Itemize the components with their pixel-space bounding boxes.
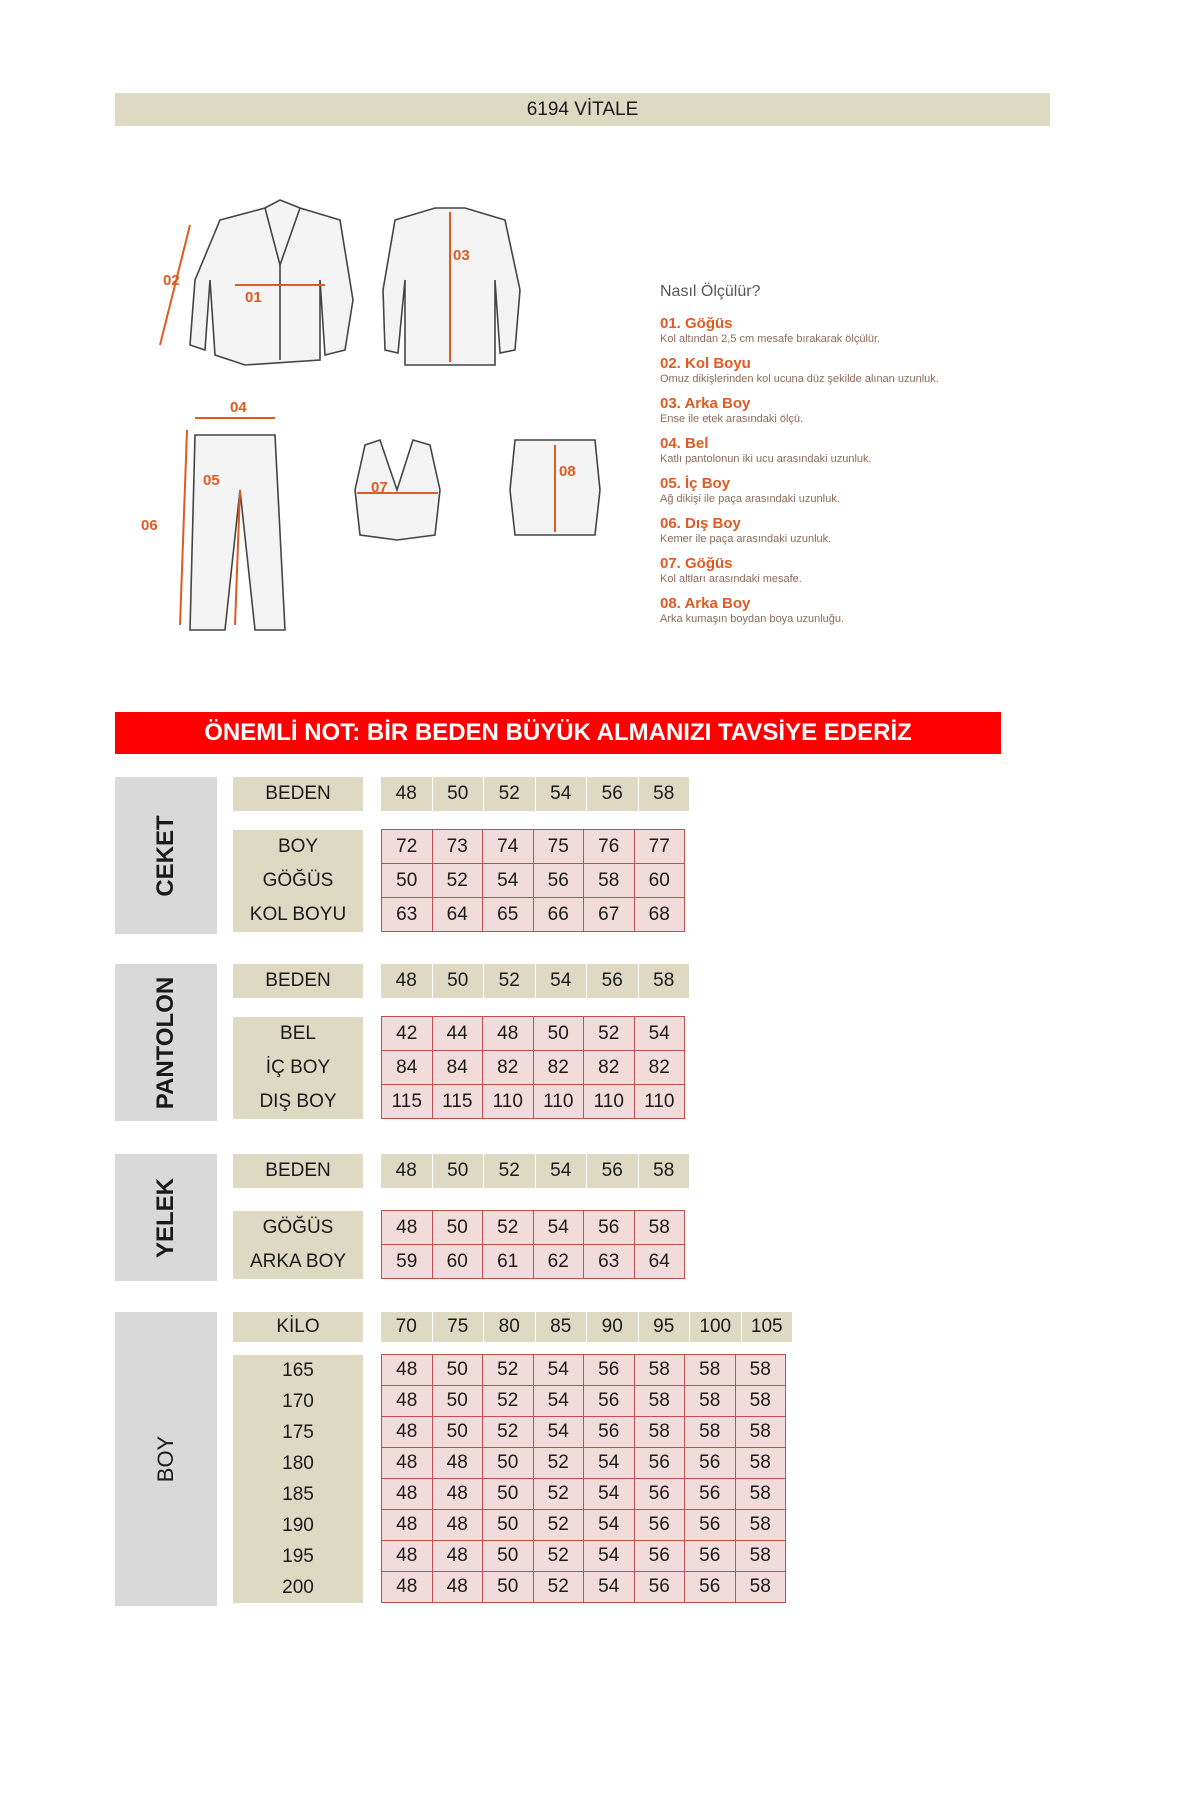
table-cell: 58 [684, 1416, 736, 1448]
table-cell: 48 [432, 1540, 484, 1572]
header-cell: 90 [587, 1312, 639, 1342]
row-label: BEDEN [233, 1154, 363, 1188]
table-row [233, 1510, 786, 1541]
measure-item-desc: Omuz dikişlerinden kol ucuna düz şekilde alınan uzunluk. [660, 373, 939, 385]
table-cell: 77 [634, 829, 686, 864]
table-cell: 56 [583, 1416, 635, 1448]
row-cells [381, 1541, 786, 1572]
table-cell: 52 [533, 1509, 585, 1541]
row-label: DIŞ BOY [233, 1085, 363, 1119]
header-cell: 54 [536, 777, 588, 811]
section-label-text: BOY [153, 1435, 178, 1483]
row-cells [381, 1154, 690, 1188]
row-cells [381, 1510, 786, 1541]
page-title: 6194 VİTALE [115, 93, 1050, 126]
table-cell: 52 [482, 1385, 534, 1417]
row-label: 175 [233, 1417, 363, 1448]
table-row [233, 1211, 685, 1245]
table-cell: 82 [583, 1050, 635, 1085]
row-cells [381, 1448, 786, 1479]
header-cell: 50 [433, 777, 485, 811]
section-label [115, 777, 217, 934]
row-cells [381, 1572, 786, 1603]
header-cell: 48 [381, 964, 433, 998]
header-cell: 75 [433, 1312, 485, 1342]
table-cell: 54 [533, 1354, 585, 1386]
measure-item-title: 03. Arka Boy [660, 395, 751, 412]
table-cell: 52 [482, 1416, 534, 1448]
table-cell: 52 [583, 1016, 635, 1051]
table-cell: 54 [583, 1478, 635, 1510]
table-row [233, 1479, 786, 1510]
table-cell: 54 [583, 1509, 635, 1541]
row-label: BEDEN [233, 777, 363, 811]
table-cell: 58 [684, 1354, 736, 1386]
table-cell: 54 [533, 1385, 585, 1417]
table-cell: 48 [482, 1016, 534, 1051]
label-01: 01 [245, 289, 262, 306]
section-label [115, 1154, 217, 1281]
table-cell: 56 [634, 1540, 686, 1572]
table-cell: 68 [634, 897, 686, 932]
table-cell: 54 [583, 1571, 635, 1603]
table-cell: 74 [482, 829, 534, 864]
table-row [233, 898, 685, 932]
measure-item-title: 06. Dış Boy [660, 515, 741, 532]
row-cells [381, 1386, 786, 1417]
row-cells [381, 1051, 685, 1085]
table-cell: 48 [381, 1478, 433, 1510]
table-cell: 56 [634, 1571, 686, 1603]
measure-item-desc: Ağ dikişi ile paça arasındaki uzunluk. [660, 493, 840, 505]
header-cell: 70 [381, 1312, 433, 1342]
table-cell: 56 [684, 1509, 736, 1541]
table-cell: 58 [634, 1210, 686, 1245]
table-cell: 54 [634, 1016, 686, 1051]
row-label: BEL [233, 1017, 363, 1051]
measure-item [660, 355, 1120, 386]
measure-item-title: 01. Göğüs [660, 315, 733, 332]
table-cell: 56 [634, 1509, 686, 1541]
table-row [233, 1541, 786, 1572]
label-02: 02 [163, 272, 180, 289]
how-to-measure-heading: Nasıl Ölçülür? [660, 283, 761, 300]
table-cell: 56 [684, 1540, 736, 1572]
table-cell: 82 [634, 1050, 686, 1085]
table-cell: 62 [533, 1244, 585, 1279]
table-cell: 63 [381, 897, 433, 932]
label-08: 08 [559, 463, 576, 480]
row-cells [381, 1355, 786, 1386]
table-cell: 110 [533, 1084, 585, 1119]
measure-item-title: 08. Arka Boy [660, 595, 751, 612]
header-cell: 50 [433, 964, 485, 998]
row-cells [381, 830, 685, 864]
measure-item [660, 395, 1120, 426]
measure-item-desc: Katlı pantolonun iki ucu arasındaki uzunluk. [660, 453, 872, 465]
row-cells [381, 1479, 786, 1510]
table-cell: 56 [583, 1210, 635, 1245]
table-cell: 58 [735, 1478, 787, 1510]
row-label: 200 [233, 1572, 363, 1603]
table-cell: 50 [482, 1571, 534, 1603]
table-cell: 115 [381, 1084, 433, 1119]
table-cell: 54 [482, 863, 534, 898]
table-cell: 54 [533, 1210, 585, 1245]
header-cell: 52 [484, 1154, 536, 1188]
table-cell: 56 [533, 863, 585, 898]
table-cell: 48 [381, 1385, 433, 1417]
table-row [233, 1085, 685, 1119]
table-cell: 110 [482, 1084, 534, 1119]
row-cells [381, 1417, 786, 1448]
table-cell: 64 [432, 897, 484, 932]
vest-front-drawing [355, 440, 440, 540]
table-cell: 82 [533, 1050, 585, 1085]
vest-back-drawing [510, 440, 600, 535]
header-cell: 85 [536, 1312, 588, 1342]
table-cell: 48 [432, 1447, 484, 1479]
table-cell: 50 [381, 863, 433, 898]
table-cell: 48 [432, 1509, 484, 1541]
table-cell: 50 [482, 1540, 534, 1572]
table-cell: 52 [533, 1540, 585, 1572]
table-cell: 115 [432, 1084, 484, 1119]
section-label-text: PANTOLON [152, 976, 179, 1109]
header-cell: 48 [381, 1154, 433, 1188]
measure-item-desc: Arka kumaşın boydan boya uzunluğu. [660, 613, 845, 625]
measure-item [660, 515, 1120, 546]
table-cell: 50 [432, 1416, 484, 1448]
table-cell: 56 [634, 1478, 686, 1510]
measure-item [660, 595, 1120, 626]
table-cell: 72 [381, 829, 433, 864]
row-cells [381, 898, 685, 932]
header-cell: 54 [536, 964, 588, 998]
measure-item-desc: Kol altından 2,5 cm mesafe bırakarak ölçülür. [660, 333, 881, 345]
table-header-row [233, 777, 690, 811]
table-row [233, 1051, 685, 1085]
row-label: 185 [233, 1479, 363, 1510]
table-cell: 48 [381, 1509, 433, 1541]
measure-item [660, 475, 1120, 506]
table-cell: 84 [381, 1050, 433, 1085]
table-cell: 58 [634, 1385, 686, 1417]
row-label: 190 [233, 1510, 363, 1541]
header-cell: 105 [742, 1312, 794, 1342]
section-label [115, 964, 217, 1121]
row-cells [381, 864, 685, 898]
table-cell: 48 [432, 1571, 484, 1603]
table-cell: 84 [432, 1050, 484, 1085]
row-label: KİLO [233, 1312, 363, 1342]
measure-item-desc: Kemer ile paça arasındaki uzunluk. [660, 533, 832, 545]
table-cell: 52 [533, 1478, 585, 1510]
row-label: ARKA BOY [233, 1245, 363, 1279]
table-header-row [233, 1154, 690, 1188]
header-cell: 58 [639, 777, 691, 811]
measure-item-desc: Kol altları arasındaki mesafe. [660, 573, 802, 585]
trousers-drawing [180, 418, 285, 630]
table-cell: 56 [684, 1571, 736, 1603]
table-row [233, 1448, 786, 1479]
table-cell: 56 [583, 1354, 635, 1386]
header-cell: 80 [484, 1312, 536, 1342]
header-cell: 52 [484, 964, 536, 998]
table-cell: 50 [432, 1385, 484, 1417]
header-cell: 54 [536, 1154, 588, 1188]
table-cell: 50 [482, 1478, 534, 1510]
table-cell: 64 [634, 1244, 686, 1279]
jacket-back-drawing [383, 208, 520, 365]
table-cell: 56 [583, 1385, 635, 1417]
table-row [233, 1572, 786, 1603]
label-07: 07 [371, 479, 388, 496]
table-cell: 58 [735, 1571, 787, 1603]
row-cells [381, 1085, 685, 1119]
label-05: 05 [203, 472, 220, 489]
table-cell: 58 [735, 1509, 787, 1541]
table-cell: 66 [533, 897, 585, 932]
table-cell: 50 [432, 1354, 484, 1386]
table-cell: 54 [583, 1447, 635, 1479]
row-label: 180 [233, 1448, 363, 1479]
table-row [233, 1355, 786, 1386]
important-note-banner: ÖNEMLİ NOT: BİR BEDEN BÜYÜK ALMANIZI TAVSİYE EDERİZ [115, 712, 1001, 754]
label-04: 04 [230, 399, 247, 416]
section-label [115, 1312, 217, 1606]
measure-item [660, 555, 1120, 586]
header-cell: 58 [639, 964, 691, 998]
table-row [233, 1386, 786, 1417]
header-cell: 56 [587, 1154, 639, 1188]
table-cell: 59 [381, 1244, 433, 1279]
label-06: 06 [141, 517, 158, 534]
header-cell: 56 [587, 777, 639, 811]
table-cell: 48 [381, 1354, 433, 1386]
table-cell: 52 [482, 1354, 534, 1386]
table-header-row [233, 964, 690, 998]
row-label: 195 [233, 1541, 363, 1572]
table-cell: 48 [381, 1447, 433, 1479]
table-cell: 48 [432, 1478, 484, 1510]
table-cell: 50 [533, 1016, 585, 1051]
table-cell: 42 [381, 1016, 433, 1051]
row-cells [381, 1312, 793, 1342]
header-cell: 50 [433, 1154, 485, 1188]
row-cells [381, 777, 690, 811]
row-label: BEDEN [233, 964, 363, 998]
table-cell: 58 [735, 1385, 787, 1417]
table-cell: 58 [634, 1416, 686, 1448]
table-cell: 54 [583, 1540, 635, 1572]
table-cell: 63 [583, 1244, 635, 1279]
table-cell: 52 [482, 1210, 534, 1245]
measure-item-title: 07. Göğüs [660, 555, 733, 572]
table-cell: 60 [432, 1244, 484, 1279]
table-cell: 60 [634, 863, 686, 898]
table-cell: 82 [482, 1050, 534, 1085]
table-cell: 58 [684, 1385, 736, 1417]
table-cell: 75 [533, 829, 585, 864]
row-label: İÇ BOY [233, 1051, 363, 1085]
table-cell: 54 [533, 1416, 585, 1448]
table-cell: 50 [432, 1210, 484, 1245]
table-cell: 76 [583, 829, 635, 864]
table-cell: 73 [432, 829, 484, 864]
table-cell: 58 [735, 1354, 787, 1386]
table-cell: 56 [634, 1447, 686, 1479]
header-cell: 48 [381, 777, 433, 811]
table-cell: 58 [583, 863, 635, 898]
section-label-text: CEKET [152, 814, 179, 897]
table-cell: 58 [735, 1540, 787, 1572]
table-cell: 61 [482, 1244, 534, 1279]
table-row [233, 1245, 685, 1279]
table-cell: 110 [634, 1084, 686, 1119]
row-label: 165 [233, 1355, 363, 1386]
header-cell: 100 [690, 1312, 742, 1342]
row-cells [381, 1245, 685, 1279]
header-cell: 52 [484, 777, 536, 811]
table-cell: 48 [381, 1540, 433, 1572]
table-cell: 48 [381, 1210, 433, 1245]
table-header-row [233, 1312, 793, 1342]
table-cell: 44 [432, 1016, 484, 1051]
header-cell: 95 [639, 1312, 691, 1342]
table-cell: 50 [482, 1509, 534, 1541]
row-cells [381, 964, 690, 998]
measure-item-title: 02. Kol Boyu [660, 355, 751, 372]
jacket-front-drawing [160, 200, 353, 365]
measurement-illustration [135, 190, 615, 675]
measure-item [660, 435, 1120, 466]
table-cell: 67 [583, 897, 635, 932]
table-cell: 58 [735, 1447, 787, 1479]
row-cells [381, 1017, 685, 1051]
header-cell: 56 [587, 964, 639, 998]
measure-item [660, 315, 1120, 346]
row-label: GÖĞÜS [233, 864, 363, 898]
table-cell: 65 [482, 897, 534, 932]
table-cell: 56 [684, 1478, 736, 1510]
header-cell: 58 [639, 1154, 691, 1188]
table-cell: 58 [735, 1416, 787, 1448]
how-to-measure [660, 283, 1120, 635]
table-cell: 50 [482, 1447, 534, 1479]
table-cell: 52 [533, 1447, 585, 1479]
table-cell: 110 [583, 1084, 635, 1119]
table-cell: 58 [634, 1354, 686, 1386]
table-cell: 52 [533, 1571, 585, 1603]
measure-item-title: 04. Bel [660, 435, 709, 452]
section-label-text: YELEK [152, 1177, 179, 1258]
label-03: 03 [453, 247, 470, 264]
row-label: BOY [233, 830, 363, 864]
row-cells [381, 1211, 685, 1245]
table-row [233, 1017, 685, 1051]
table-row [233, 864, 685, 898]
table-cell: 48 [381, 1416, 433, 1448]
table-cell: 52 [432, 863, 484, 898]
measure-item-title: 05. İç Boy [660, 475, 731, 492]
row-label: 170 [233, 1386, 363, 1417]
table-row [233, 1417, 786, 1448]
table-row [233, 830, 685, 864]
measure-item-desc: Ense ile etek arasındaki ölçü. [660, 413, 804, 425]
row-label: KOL BOYU [233, 898, 363, 932]
table-cell: 48 [381, 1571, 433, 1603]
table-cell: 56 [684, 1447, 736, 1479]
row-label: GÖĞÜS [233, 1211, 363, 1245]
